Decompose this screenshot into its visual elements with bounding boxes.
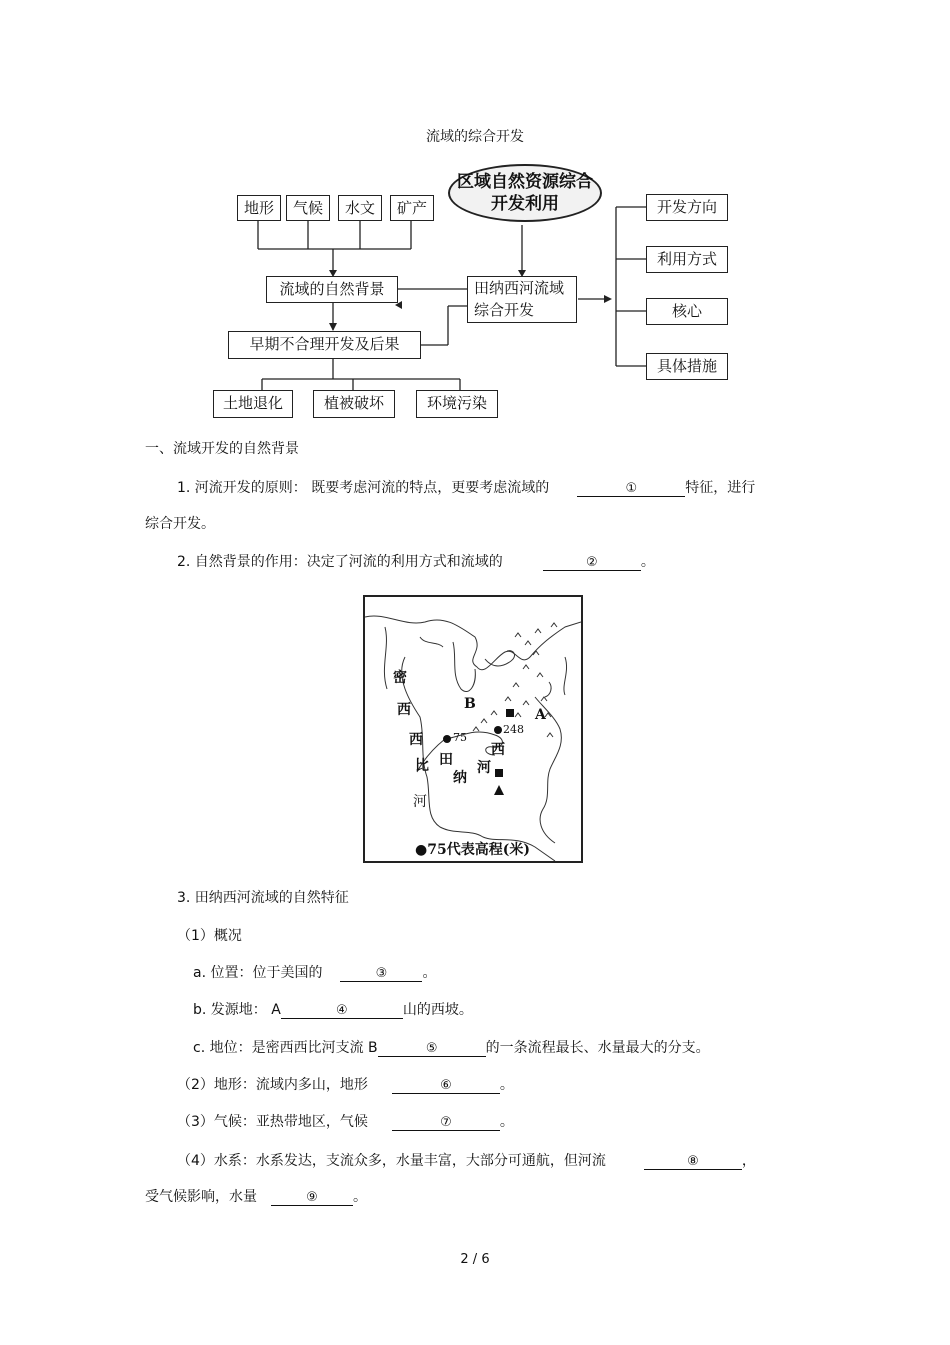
diagram-output-core: 核心 [646,298,728,325]
diagram-output-measures: 具体措施 [646,353,728,380]
diagram-factor-climate: 气候 [286,195,330,221]
diagram-output-direction: 开发方向 [646,194,728,221]
map-label-A: A [535,707,546,723]
map-label-mi-5: 河 [413,794,427,810]
sub4-post2: 。 [353,1189,367,1205]
diagram-factor-terrain: 地形 [237,195,281,221]
a-text: a. 位置：位于美国的 [193,965,323,981]
section1-heading: 一、流域开发的自然背景 [145,441,299,457]
b-post: 山的西坡。 [402,1002,473,1018]
c-text: c. 地位：是密西西比河支流 B [193,1040,378,1056]
blank-2[interactable]: ② [543,555,641,571]
section3-sub4 [177,1150,756,1170]
section1-item2 [177,551,655,571]
diagram-factor-minerals: 矿产 [390,195,434,221]
map-label-tn-2: 纳 [453,770,467,786]
c-post: 的一条流程最长、水量最大的分支。 [485,1040,710,1056]
diagram-environment-pollution: 环境污染 [416,390,498,418]
map-label-mi-1: 密 [393,670,407,686]
sub3-text: （3）气候：亚热带地区，气候 [177,1114,368,1130]
sub2-text: （2）地形：流域内多山，地形 [177,1077,368,1093]
blank-7[interactable]: ⑦ [392,1115,500,1131]
section3-b [193,999,473,1019]
item2-text: 2. 自然背景的作用：决定了河流的利用方式和流域的 [177,554,503,570]
map-label-mi-2: 西 [397,702,411,718]
section3-sub4-cont [145,1186,367,1206]
map-elev-248: 248 [503,723,524,736]
blank-9[interactable]: ⑨ [271,1190,353,1206]
blank-5[interactable]: ⑤ [378,1041,486,1057]
map-elev-75: 75 [453,731,467,744]
sub4-post: ， [741,1153,756,1169]
map-label-B: B [464,696,476,712]
section3-heading: 3. 田纳西河流域的自然特征 [177,890,349,906]
map-label-mi-4: 比 [415,758,429,774]
item1-post: 特征，进行 [685,480,756,496]
blank-6[interactable]: ⑥ [392,1078,500,1094]
section1-item1-cont: 综合开发。 [145,516,215,532]
diagram-output-method: 利用方式 [646,246,728,273]
section3-a [193,962,436,982]
sub3-post: 。 [499,1114,514,1130]
map-label-mi-3: 西 [409,732,423,748]
diagram-vegetation-damage: 植被破坏 [313,390,395,418]
item1-text: 1. 河流开发的原则： 既要考虑河流的特点，更要考虑流域的 [177,480,550,496]
section3-c [193,1037,710,1057]
diagram-land-degradation: 土地退化 [213,390,293,418]
page-number: 2 / 6 [460,1252,490,1267]
section1-item1 [177,477,755,497]
b-text: b. 发源地： A [193,1002,281,1018]
map-label-tn-1: 田 [439,752,453,768]
diagram-natural-background: 流域的自然背景 [266,276,398,303]
blank-8[interactable]: ⑧ [644,1154,742,1170]
sub4-text: （4）水系：水系发达，支流众多，水量丰富，大部分可通航，但河流 [177,1153,606,1169]
tennessee-map [363,595,583,863]
section3-sub3 [177,1111,514,1131]
map-label-tn-3: 河 [477,760,491,776]
section3-sub1: （1）概况 [177,928,242,944]
diagram-factor-hydrology: 水文 [338,195,382,221]
diagram-oval-resources: 区域自然资源综合开发利用 [448,164,602,222]
map-legend: ●75代表高程(米) [415,842,530,858]
blank-3[interactable]: ③ [340,966,422,982]
sub2-post: 。 [499,1077,514,1093]
map-drawing [365,597,581,861]
blank-1[interactable]: ① [577,481,685,497]
sub4-cont-text: 受气候影响，水量 [145,1189,257,1205]
page-title: 流域的综合开发 [426,129,524,145]
section3-sub2 [177,1074,514,1094]
diagram-early-development: 早期不合理开发及后果 [228,331,421,359]
diagram-center-tennessee: 田纳西河流域综合开发 [467,276,577,323]
a-post: 。 [422,965,437,981]
map-label-tn-4: 西 [491,742,505,758]
blank-4[interactable]: ④ [281,1003,403,1019]
item2-post: 。 [640,554,655,570]
